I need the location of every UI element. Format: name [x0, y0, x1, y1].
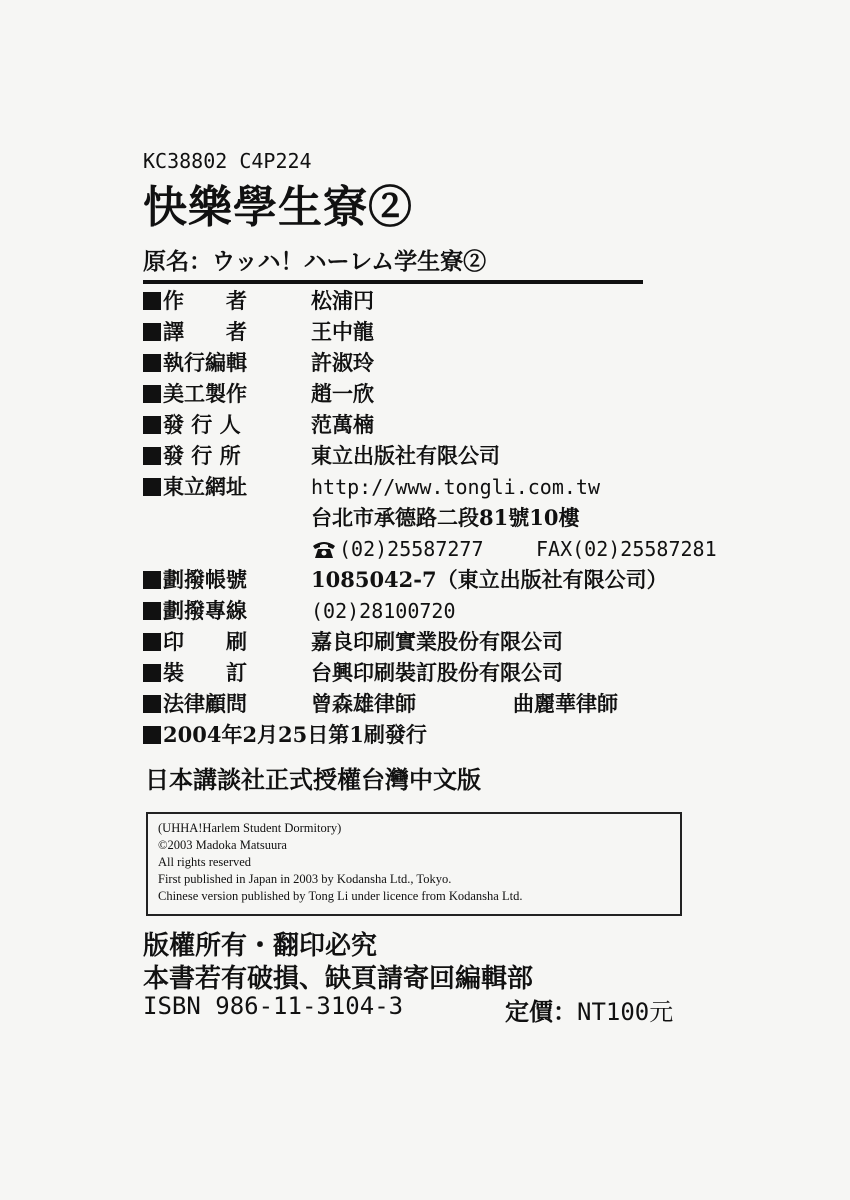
first-print-date: 2004年2月25日第1刷發行: [163, 722, 427, 747]
credit-value: 趙一欣: [311, 381, 374, 406]
credit-label: 劃撥帳號: [163, 567, 247, 592]
credit-label: 裝 訂: [163, 660, 247, 685]
damage-notice: 本書若有破損、缺頁請寄回編輯部: [143, 964, 534, 994]
credit-label: 執行編輯: [163, 350, 247, 375]
product-code: KC38802 C4P224: [143, 149, 312, 173]
copyright-line: (UHHA!Harlem Student Dormitory): [158, 821, 342, 835]
square-bullet-icon: [143, 385, 161, 403]
phone-number: (02)25587277: [339, 537, 484, 561]
square-bullet-icon: [143, 633, 161, 651]
credit-value: 台興印刷裝訂股份有限公司: [311, 660, 563, 685]
address: 台北市承德路二段81號10樓: [311, 505, 580, 530]
original-title: 原名：ウッハ！ハーレム学生寮②: [143, 248, 487, 275]
isbn: ISBN 986-11-3104-3: [143, 992, 404, 1020]
fax-number: FAX(02)25587281: [536, 537, 717, 561]
square-bullet-icon: [143, 416, 161, 434]
price-value: NT100元: [577, 998, 674, 1026]
square-bullet-icon: [143, 571, 161, 589]
credit-label: 東立網址: [163, 474, 247, 499]
credit-label: 美工製作: [163, 381, 247, 406]
credit-value: 嘉良印刷實業股份有限公司: [311, 629, 563, 654]
credit-value: 范萬楠: [311, 412, 374, 437]
credit-value: (02)28100720: [311, 599, 456, 623]
copyright-line: Chinese version published by Tong Li under licence from Kodansha Ltd.: [158, 889, 523, 903]
credit-value: 松浦円: [311, 288, 374, 313]
square-bullet-icon: [143, 726, 161, 744]
price-label: 定價：: [505, 997, 577, 1026]
title-divider: [143, 280, 643, 284]
copyright-line: First published in Japan in 2003 by Kodansha Ltd., Tokyo.: [158, 872, 452, 886]
credit-label: 發 行 人: [163, 412, 241, 437]
credit-value: 曾森雄律師: [311, 691, 416, 716]
website-link[interactable]: http://www.tongli.com.tw: [311, 475, 600, 499]
square-bullet-icon: [143, 664, 161, 682]
credit-value-secondary: 曲麗華律師: [513, 691, 618, 716]
credit-label: 作 者: [163, 288, 247, 313]
credit-value: 東立出版社有限公司: [311, 443, 500, 468]
telephone-icon: [311, 539, 337, 559]
square-bullet-icon: [143, 602, 161, 620]
credit-label: 譯 者: [163, 319, 247, 344]
square-bullet-icon: [143, 323, 161, 341]
credit-value: 1085042-7（東立出版社有限公司）: [311, 567, 668, 592]
credit-label: 劃撥專線: [163, 598, 247, 623]
credit-label: 發 行 所: [163, 443, 241, 468]
credit-value: 許淑玲: [311, 350, 374, 375]
square-bullet-icon: [143, 695, 161, 713]
first-print-row: [143, 720, 427, 750]
credit-label: 印 刷: [163, 629, 247, 654]
square-bullet-icon: [143, 447, 161, 465]
rights-reserved: 版權所有・翻印必究: [143, 931, 378, 961]
square-bullet-icon: [143, 478, 161, 496]
license-statement: 日本講談社正式授權台灣中文版: [145, 765, 481, 794]
copyright-line: ©2003 Madoka Matsuura: [158, 838, 287, 852]
square-bullet-icon: [143, 292, 161, 310]
copyright-line: All rights reserved: [158, 855, 252, 869]
price: [505, 992, 673, 1027]
credit-value: 王中龍: [311, 319, 374, 344]
square-bullet-icon: [143, 354, 161, 372]
book-title: 快樂學生寮②: [143, 182, 413, 233]
credit-label: 法律顧問: [163, 691, 247, 716]
copyright-box: [146, 812, 682, 916]
